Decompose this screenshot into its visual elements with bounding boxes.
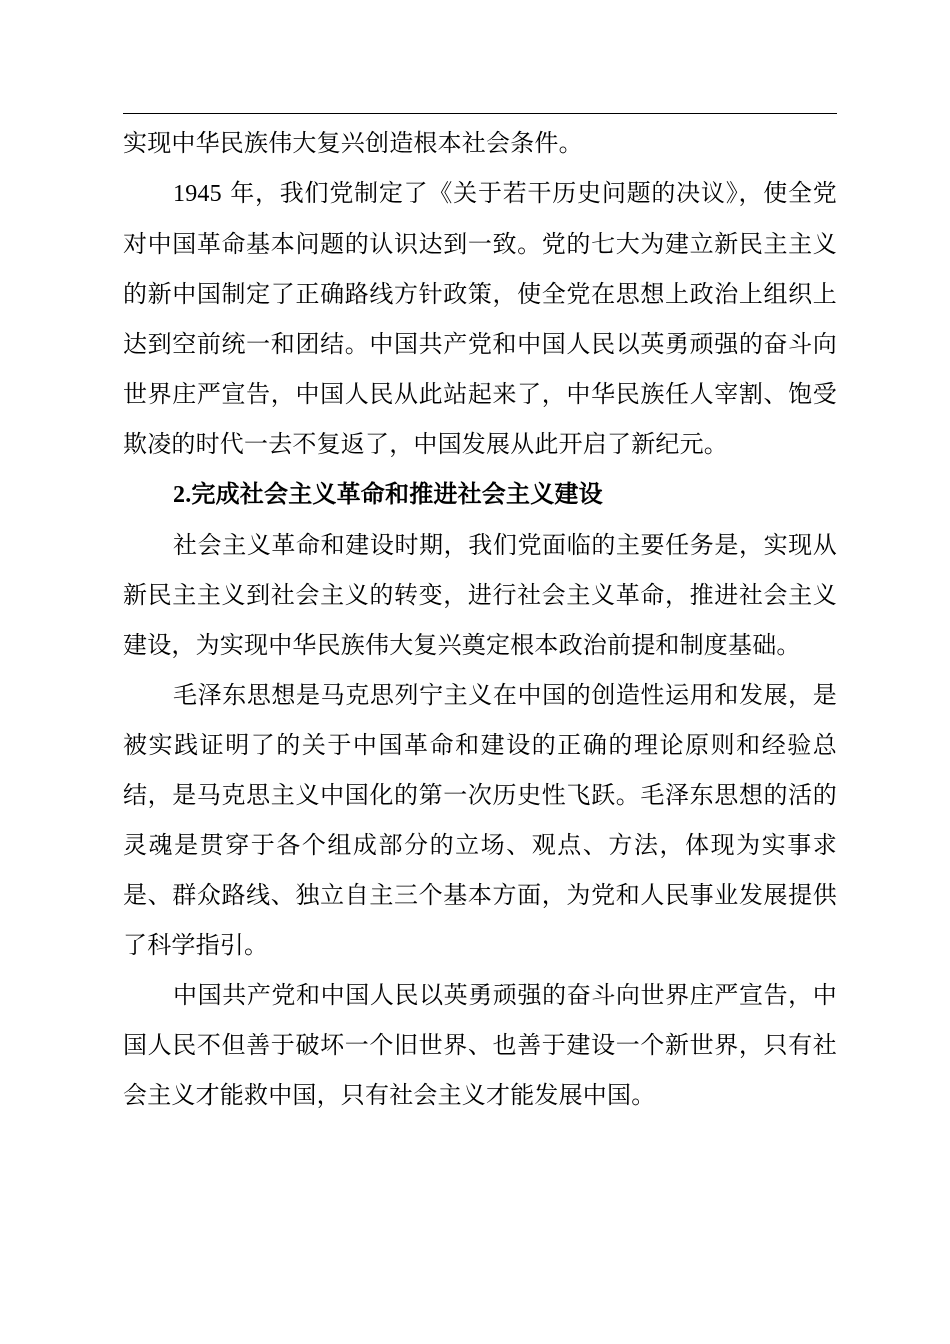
section-heading (123, 469, 837, 520)
document-body (123, 118, 837, 1120)
paragraph-continuation: 实现中华民族伟大复兴创造根本社会条件。 (123, 129, 583, 157)
paragraph-text: 年，我们党制定了《关于若干历史问题的决议》，使全党对中国革命基本问题的认识达到一致。党的七大为建立新民主主义的新中国制定了正确路线方针政策，使全党在思想上政治上组织上达到空前统一和团结。中国共产党和中国人民以英勇顽强的奋斗向世界庄严宣告，中国人民从此站起来了，中华民族任人宰割、饱受欺凌的时代一去不复返了，中国发展从此开启了新纪元。 (123, 179, 837, 458)
section-number: 2. (173, 482, 192, 508)
section-title: 完成社会主义革命和推进社会主义建设 (191, 480, 603, 508)
year-text: 1945 (173, 181, 222, 207)
paragraph-1945-resolution (123, 168, 837, 469)
paragraph-mao-zedong-thought: 毛泽东思想是马克思列宁主义在中国的创造性运用和发展，是被实践证明了的关于中国革命和建设的正确的理论原则和经验总结，是马克思主义中国化的第一次历史性飞跃。毛泽东思想的活的灵魂是贯穿于各个组成部分的立场、观点、方法，体现为实事求是、群众路线、独立自主三个基本方面，为党和人民事业发展提供了科学指引。 (123, 681, 837, 959)
paragraph-socialist-revolution: 社会主义革命和建设时期，我们党面临的主要任务是，实现从新民主主义到社会主义的转变，进行社会主义革命，推进社会主义建设，为实现中华民族伟大复兴奠定根本政治前提和制度基础。 (123, 531, 837, 659)
header-rule (123, 113, 837, 114)
paragraph-declaration: 中国共产党和中国人民以英勇顽强的奋斗向世界庄严宣告，中国人民不但善于破坏一个旧世界、也善于建设一个新世界，只有社会主义才能救中国，只有社会主义才能发展中国。 (123, 981, 837, 1109)
